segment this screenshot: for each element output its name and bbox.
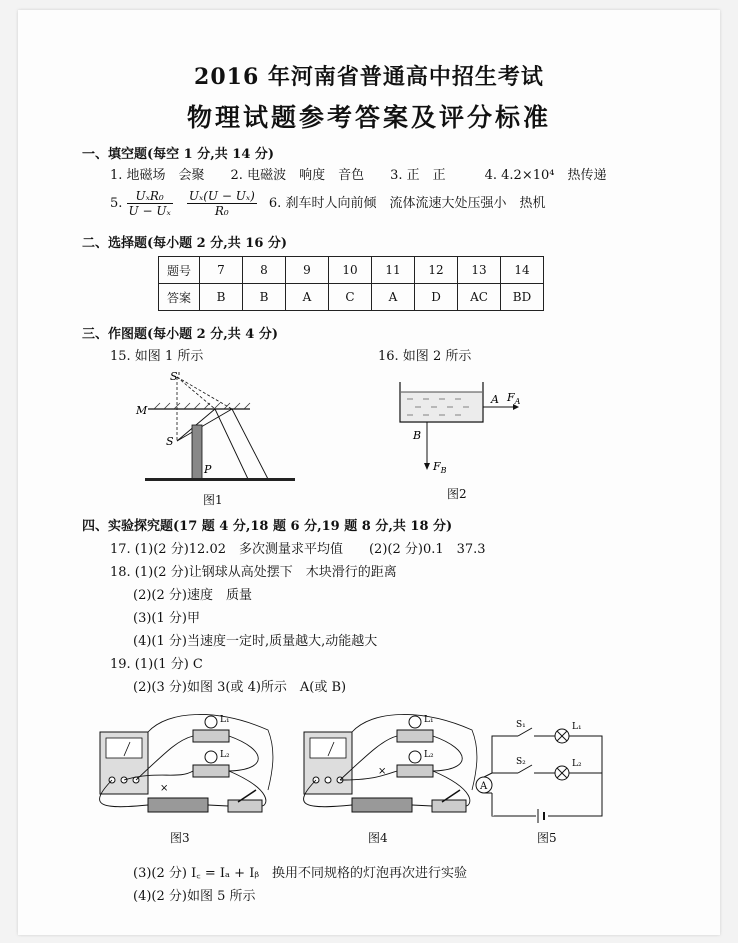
fig1-p-label: P (204, 463, 212, 476)
virtual-ray-1 (177, 377, 215, 409)
page-subtitle: 物理试题参考答案及评分标准 (186, 103, 551, 132)
virtual-ray-2 (177, 377, 232, 409)
wire-cross-mark: × (160, 783, 169, 794)
mirror-hatching (154, 403, 250, 409)
figure-5-caption: 图5 (537, 831, 557, 845)
wire (208, 805, 228, 806)
q16-text: 16. 如图 2 所示 (378, 349, 472, 364)
q18-line2: (2)(2 分)速度 质量 (133, 588, 252, 603)
figure-5-diagram (470, 718, 620, 823)
fig2-fa-label: $F_A$ (507, 391, 521, 406)
fig1-s-label: S (166, 435, 174, 448)
fig5-s1-label: S₁ (516, 720, 526, 730)
q18-line3: (3)(1 分)甲 (133, 611, 200, 626)
q19-line3: (3)(2 分) I꜀ = Iₐ + Iᵦ 换用不同规格的灯泡再次进行实验 (133, 866, 468, 881)
fig2-a-label: A (491, 393, 499, 406)
q19-line4: (4)(2 分)如图 5 所示 (133, 889, 256, 904)
fraction-1 (127, 189, 173, 218)
fig4-l1-label: L₁ (424, 715, 434, 725)
table-cell: C (329, 284, 372, 311)
fig2-b-label: B (413, 429, 422, 442)
lamp-l1-base (193, 730, 229, 742)
lamp-l2-base (193, 765, 229, 777)
q19-line2: (2)(3 分)如图 3(或 4)所示 A(或 B) (133, 680, 347, 695)
fraction-1-numerator: UₓR₀ (127, 189, 173, 204)
screen-block (192, 425, 202, 479)
page-title: 2016 年河南省普通高中招生考试 (194, 64, 544, 90)
table-cell: A (286, 284, 329, 311)
fig5-l2-label: L₂ (572, 759, 582, 769)
table-cell: BD (501, 284, 544, 311)
lamp-l1-bulb (205, 716, 217, 728)
table-row (159, 257, 544, 284)
figure-4-diagram (282, 710, 482, 825)
reflected-ray-2 (232, 409, 268, 479)
table-cell: 14 (501, 257, 544, 284)
switch-s2-gap (518, 768, 534, 778)
reflected-ray-1 (215, 409, 248, 479)
fig1-m-label: M (136, 404, 148, 417)
table-cell: 8 (243, 257, 286, 284)
table-cell: 10 (329, 257, 372, 284)
q6-text: 6. 刹车时人向前倾 流体流速大处压强小 热机 (268, 196, 546, 211)
fig4-l2-label: L₂ (424, 750, 434, 760)
table-header-cell: 答案 (159, 284, 200, 311)
section4-heading: 四、实验探究题(17 题 4 分,18 题 6 分,19 题 8 分,共 18 分) (82, 519, 453, 534)
table-cell: AC (458, 284, 501, 311)
section2-heading: 二、选择题(每小题 2 分,共 16 分) (82, 236, 288, 251)
wire (229, 736, 258, 771)
table-cell: 13 (458, 257, 501, 284)
q18-line1: 18. (1)(2 分)让钢球从高处摆下 木块滑行的距离 (110, 565, 397, 580)
fig3-l1-label: L₁ (220, 715, 230, 725)
q17-text: 17. (1)(2 分)12.02 多次测量求平均值 (2)(2 分)0.1 37.3 (110, 542, 486, 557)
ground-line (145, 478, 295, 481)
wire (433, 736, 462, 771)
table-header-cell: 题号 (159, 257, 200, 284)
figure-3-diagram (78, 710, 278, 825)
ammeter-terminal (325, 777, 331, 783)
figure-3-caption: 图3 (170, 831, 190, 845)
lamp-l1-bulb (409, 716, 421, 728)
figure-2-diagram (395, 377, 545, 477)
fig5-s2-label: S₂ (516, 757, 526, 767)
figure-4-caption: 图4 (368, 831, 388, 845)
switch (432, 800, 466, 812)
lamp-l2-base (397, 765, 433, 777)
figure-1-diagram (130, 365, 320, 485)
q15-text: 15. 如图 1 所示 (110, 349, 204, 364)
switch-s1-gap (518, 731, 534, 741)
wire-cross-mark: × (378, 766, 387, 777)
battery-box (148, 798, 208, 812)
q19-line1: 19. (1)(1 分) C (110, 657, 203, 672)
circuit-loop (492, 736, 602, 816)
q18-line4: (4)(1 分)当速度一定时,质量越大,动能越大 (133, 634, 378, 649)
incident-ray-2 (177, 409, 232, 441)
battery-box (352, 798, 412, 812)
fig2-fb-label: $F_B$ (433, 460, 447, 475)
section1-line1: 1. 地磁场 会聚 2. 电磁波 响度 音色 3. 正 正 4. 4.2×10⁴ 热传递 (110, 168, 607, 183)
table-cell: B (243, 284, 286, 311)
fraction-1-denominator: U − Uₓ (128, 204, 171, 218)
answer-table (158, 256, 544, 311)
fig5-l1-label: L₁ (572, 722, 582, 732)
table-cell: A (372, 284, 415, 311)
fraction-2-denominator: R₀ (214, 204, 229, 218)
q5-label: 5. (110, 196, 123, 211)
table-cell: D (415, 284, 458, 311)
fraction-2-numerator: Uₓ(U − Uₓ) (188, 189, 255, 203)
table-row (159, 284, 544, 311)
figure-1-caption: 图1 (203, 493, 223, 507)
table-cell: 9 (286, 257, 329, 284)
force-b-arrowhead (424, 463, 430, 470)
table-cell: 11 (372, 257, 415, 284)
lamp-l1-base (397, 730, 433, 742)
section1-line2 (110, 189, 545, 218)
section1-heading: 一、填空题(每空 1 分,共 14 分) (82, 147, 275, 162)
fig3-l2-label: L₂ (220, 750, 230, 760)
fig5-ammeter-label: A (480, 781, 488, 792)
fig1-s-prime-label: S' (170, 370, 181, 383)
table-cell: B (200, 284, 243, 311)
table-cell: 7 (200, 257, 243, 284)
lamp-l2-bulb (409, 751, 421, 763)
wire (412, 805, 432, 806)
lamp-l2-bulb (205, 751, 217, 763)
switch (228, 800, 262, 812)
fraction-2 (187, 189, 257, 218)
section3-heading: 三、作图题(每小题 2 分,共 4 分) (82, 327, 279, 342)
liquid-fill (401, 392, 482, 421)
table-cell: 12 (415, 257, 458, 284)
figure-2-caption: 图2 (447, 487, 467, 501)
